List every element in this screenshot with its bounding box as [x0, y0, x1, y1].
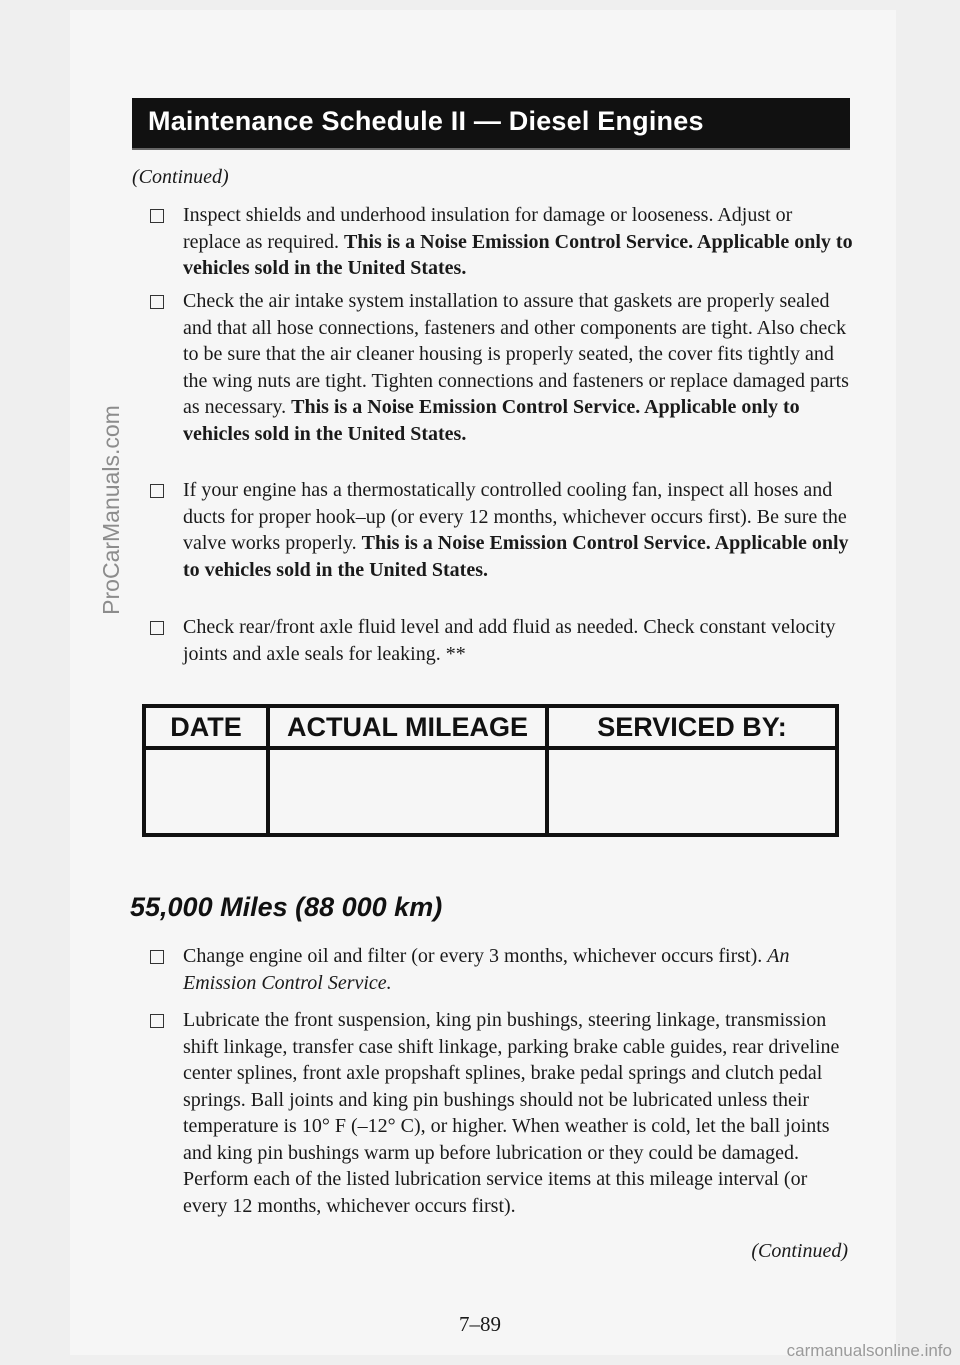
page-title: Maintenance Schedule II — Diesel Engines: [148, 106, 704, 136]
column-header-serviced-by: SERVICED BY:: [547, 706, 837, 748]
continued-label-bottom: (Continued): [751, 1240, 848, 1262]
mileage-section-heading: 55,000 Miles (88 000 km): [130, 892, 443, 922]
checklist-item: [150, 477, 855, 583]
continued-label-top: (Continued): [132, 166, 229, 188]
checklist-item: [150, 202, 855, 282]
item-bold-text: This is a Noise Emission Control Service. Applicable only to vehicles sold in the United States.: [183, 230, 853, 279]
table-header-row: [144, 706, 837, 748]
item-text: If your engine has a thermostatically controlled cooling fan, inspect all hoses and ducts for proper hook–up (or every 12 months, whichever occurs first). Be sure the valve works properly.: [183, 479, 847, 554]
checkbox-icon[interactable]: [150, 950, 164, 964]
checklist-item: [150, 1007, 855, 1219]
item-text: Lubricate the front suspension, king pin bushings, steering linkage, transmission shift linkage, transfer case shift linkage, parking brake cable guides, rear driveline center splines, front axle propshaft splines, brake pedal springs and clutch pedal springs. Ball joints and king pin bushings should not be lubricated unless their temperature is 10° F (–12° C), or higher. When weather is cold, let the ball joints and king pin bushings warm up before lubrication or they could be damaged. Perform each of the listed lubrication service items at this mileage interval (or every 12 months, whichever occurs first).: [183, 1009, 840, 1217]
section-header-bar: [132, 98, 850, 150]
checkbox-icon[interactable]: [150, 484, 164, 498]
checklist-item: [150, 943, 855, 996]
item-italic-text: An Emission Control Service.: [183, 945, 790, 994]
actual-mileage-cell[interactable]: [268, 748, 547, 835]
checkbox-icon[interactable]: [150, 295, 164, 309]
checkbox-icon[interactable]: [150, 1014, 164, 1028]
column-header-date: DATE: [144, 706, 268, 748]
item-bold-text: This is a Noise Emission Control Service. Applicable only to vehicles sold in the United States.: [183, 532, 849, 581]
checkbox-icon[interactable]: [150, 621, 164, 635]
service-log-table: [142, 704, 839, 837]
date-cell[interactable]: [144, 748, 268, 835]
page-number: 7–89: [459, 1312, 501, 1336]
table-row: [144, 748, 837, 835]
checklist-item: [150, 288, 855, 447]
item-text: Check the air intake system installation to assure that gaskets are properly sealed and that all hose connections, fasteners and other components are tight. Also check to be sure that the air cleaner housing is properly seated, the cover fits tightly and the wing nuts are tight. Tighten connections and fasteners or replace damaged parts as necessary.: [183, 290, 849, 418]
column-header-actual-mileage: ACTUAL MILEAGE: [268, 706, 547, 748]
checkbox-icon[interactable]: [150, 209, 164, 223]
serviced-by-cell[interactable]: [547, 748, 837, 835]
item-text: Check rear/front axle fluid level and add fluid as needed. Check constant velocity joints and axle seals for leaking. **: [183, 616, 836, 665]
footer-watermark: carmanualsonline.info: [786, 1341, 952, 1360]
side-watermark: ProCarManuals.com: [98, 405, 124, 615]
checklist-item: [150, 614, 855, 667]
item-text: Inspect shields and underhood insulation for damage or looseness. Adjust or replace as required.: [183, 204, 793, 253]
item-bold-text: This is a Noise Emission Control Service. Applicable only to vehicles sold in the United States.: [183, 396, 800, 445]
item-text: Change engine oil and filter (or every 3 months, whichever occurs first).: [183, 945, 768, 967]
